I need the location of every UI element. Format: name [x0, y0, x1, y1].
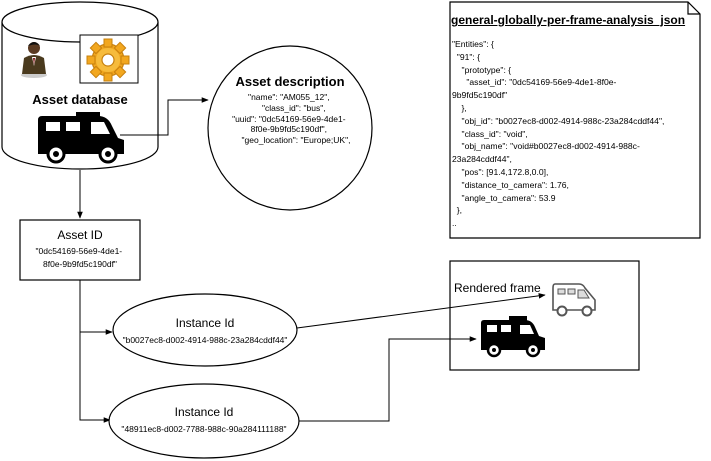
gear-icon	[87, 39, 129, 81]
asset-id-title: Asset ID	[57, 228, 103, 242]
instance-id-title-2: Instance Id	[174, 405, 234, 419]
asset-database	[2, 2, 158, 169]
asset-id-line: "0dc54169-56e9-4de1-	[35, 246, 123, 256]
asset-id-node	[20, 220, 140, 280]
instance-id-node-1	[113, 294, 297, 366]
rendered-frame-node	[450, 261, 639, 370]
instance-id-title-1: Instance Id	[175, 316, 235, 330]
instance-id-value-2: "48911ec8-d002-7788-988c-90a284111188"	[121, 424, 287, 434]
json-document-title: general-globally-per-frame-analysis_json	[451, 13, 686, 27]
asset-description-line: "name": "AM055_12",	[248, 92, 330, 102]
asset-description-line: "class_id": "bus",	[262, 103, 326, 113]
asset-description-line: "uuid": "0dc54169-56e9-4de1-	[232, 114, 346, 124]
asset-database-title: Asset database	[32, 92, 128, 107]
instance-id-value-1: "b0027ec8-d002-4914-988c-23a284cddf44"	[122, 335, 288, 345]
rendered-frame-title: Rendered frame	[454, 281, 541, 295]
asset-description-node	[208, 46, 372, 210]
connector-asset-id-to-instance-2	[80, 332, 110, 420]
connector-asset-id-to-instance-1	[80, 280, 112, 332]
asset-description-line: "geo_location": "Europe;UK",	[241, 135, 351, 145]
asset-description-title: Asset description	[235, 74, 345, 89]
instance-id-node-2	[109, 384, 299, 458]
asset-id-line: 8f0e-9b9fd5c190df"	[43, 259, 117, 269]
asset-description-line: 8f0e-9b9fd5c190df",	[250, 124, 327, 134]
json-document-body: "Entities": { "91": { "prototype": { "asset_id": "0dc54169-56e9-4de1-8f0e- 9b9fd5c190df" }, "obj_id": "b0027ec8-d002-4914-988c-23a284cddf44", "class_id": "void", "obj_name": "void#b0027ec8-d002-4914-988c- 23a284cddf44", "pos": [91.4,172.8,0.0], "distance_to_camera": 1.76, "angle_to_camera": 53.9 }, ..	[452, 39, 665, 229]
